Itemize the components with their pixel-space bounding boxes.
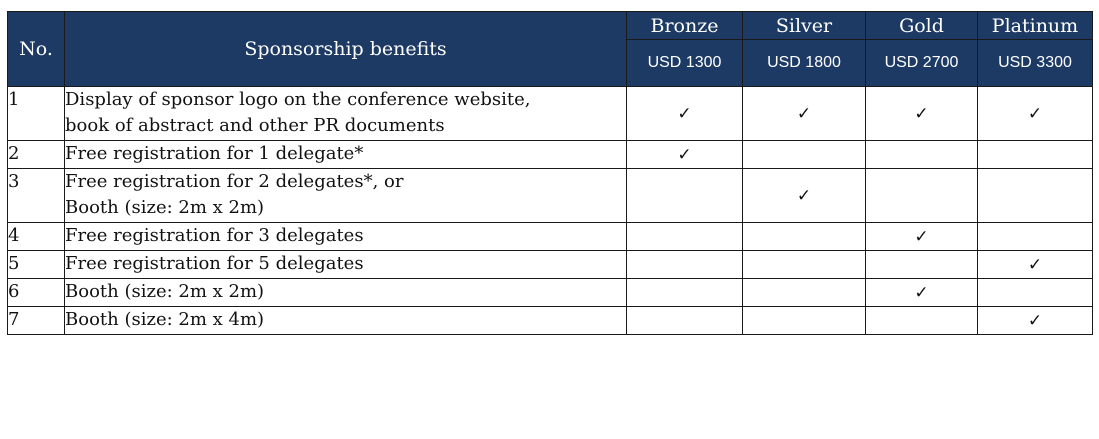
table-header	[8, 12, 1093, 87]
tier-silver-cell	[743, 307, 866, 335]
row-number: 3	[8, 169, 65, 223]
tier-platinum-cell	[978, 169, 1093, 223]
checkmark-icon: ✓	[914, 282, 929, 303]
table-row	[8, 251, 1093, 279]
table-row	[8, 169, 1093, 223]
checkmark-icon: ✓	[677, 103, 692, 124]
benefit-cell	[65, 279, 627, 307]
checkmark-icon: ✓	[1027, 103, 1043, 124]
tier-gold-header: Gold	[866, 12, 978, 40]
benefit-text-line2: book of abstract and other PR documents	[65, 115, 445, 136]
tier-gold-cell	[866, 141, 978, 169]
benefit-cell	[65, 87, 627, 141]
benefit-text: Free registration for 2 delegates*, or	[65, 171, 404, 192]
benefit-text: Free registration for 1 delegate*	[65, 143, 364, 164]
checkmark-icon: ✓	[914, 226, 929, 247]
tier-gold-price: USD 2700	[866, 40, 978, 87]
row-number: 6	[8, 279, 65, 307]
table-row	[8, 307, 1093, 335]
tier-bronze-header: Bronze	[627, 12, 743, 40]
checkmark-icon: ✓	[796, 185, 812, 206]
benefit-text: Booth (size: 2m x 4m)	[65, 309, 265, 330]
sponsorship-table	[7, 11, 1093, 335]
benefit-text: Display of sponsor logo on the conference website,	[65, 89, 531, 110]
tier-gold-cell	[866, 307, 978, 335]
tier-bronze-cell	[627, 307, 743, 335]
table-row	[8, 279, 1093, 307]
benefit-cell	[65, 223, 627, 251]
tier-bronze-cell	[627, 251, 743, 279]
benefit-cell	[65, 169, 627, 223]
tier-bronze-price: USD 1300	[627, 40, 743, 87]
checkmark-icon: ✓	[1027, 254, 1043, 275]
row-number: 7	[8, 307, 65, 335]
tier-bronze-cell	[627, 141, 743, 169]
tier-platinum-price: USD 3300	[978, 40, 1093, 87]
tier-bronze-cell	[627, 223, 743, 251]
benefit-text: Free registration for 3 delegates	[65, 225, 364, 246]
tier-platinum-header: Platinum	[978, 12, 1093, 40]
tier-platinum-cell	[978, 141, 1093, 169]
tier-gold-cell	[866, 223, 978, 251]
tier-platinum-cell	[978, 87, 1093, 141]
row-number: 4	[8, 223, 65, 251]
tier-platinum-cell	[978, 251, 1093, 279]
tier-platinum-cell	[978, 307, 1093, 335]
checkmark-icon: ✓	[677, 144, 692, 165]
tier-bronze-cell	[627, 87, 743, 141]
tier-platinum-cell	[978, 223, 1093, 251]
tier-silver-cell	[743, 141, 866, 169]
tier-gold-cell	[866, 87, 978, 141]
tier-platinum-cell	[978, 279, 1093, 307]
tier-silver-cell	[743, 279, 866, 307]
table-body	[8, 87, 1093, 335]
benefit-cell	[65, 307, 627, 335]
row-number: 1	[8, 87, 65, 141]
tier-gold-cell	[866, 169, 978, 223]
checkmark-icon: ✓	[914, 103, 929, 124]
tier-gold-cell	[866, 279, 978, 307]
benefit-text: Free registration for 5 delegates	[65, 253, 364, 274]
benefit-cell	[65, 251, 627, 279]
tier-bronze-cell	[627, 169, 743, 223]
benefit-text: Booth (size: 2m x 2m)	[65, 281, 265, 302]
tier-silver-cell	[743, 223, 866, 251]
checkmark-icon: ✓	[796, 103, 812, 124]
tier-silver-cell	[743, 251, 866, 279]
row-number: 5	[8, 251, 65, 279]
benefits-header: Sponsorship benefits	[65, 12, 627, 87]
no-header: No.	[8, 12, 65, 87]
table-row	[8, 223, 1093, 251]
tier-silver-price: USD 1800	[743, 40, 866, 87]
benefit-cell	[65, 141, 627, 169]
tier-gold-cell	[866, 251, 978, 279]
tier-silver-header: Silver	[743, 12, 866, 40]
tier-bronze-cell	[627, 279, 743, 307]
table-row	[8, 141, 1093, 169]
tier-silver-cell	[743, 87, 866, 141]
checkmark-icon: ✓	[1027, 310, 1043, 331]
table-row	[8, 87, 1093, 141]
row-number: 2	[8, 141, 65, 169]
benefit-text-line2: Booth (size: 2m x 2m)	[65, 197, 265, 218]
tier-silver-cell	[743, 169, 866, 223]
